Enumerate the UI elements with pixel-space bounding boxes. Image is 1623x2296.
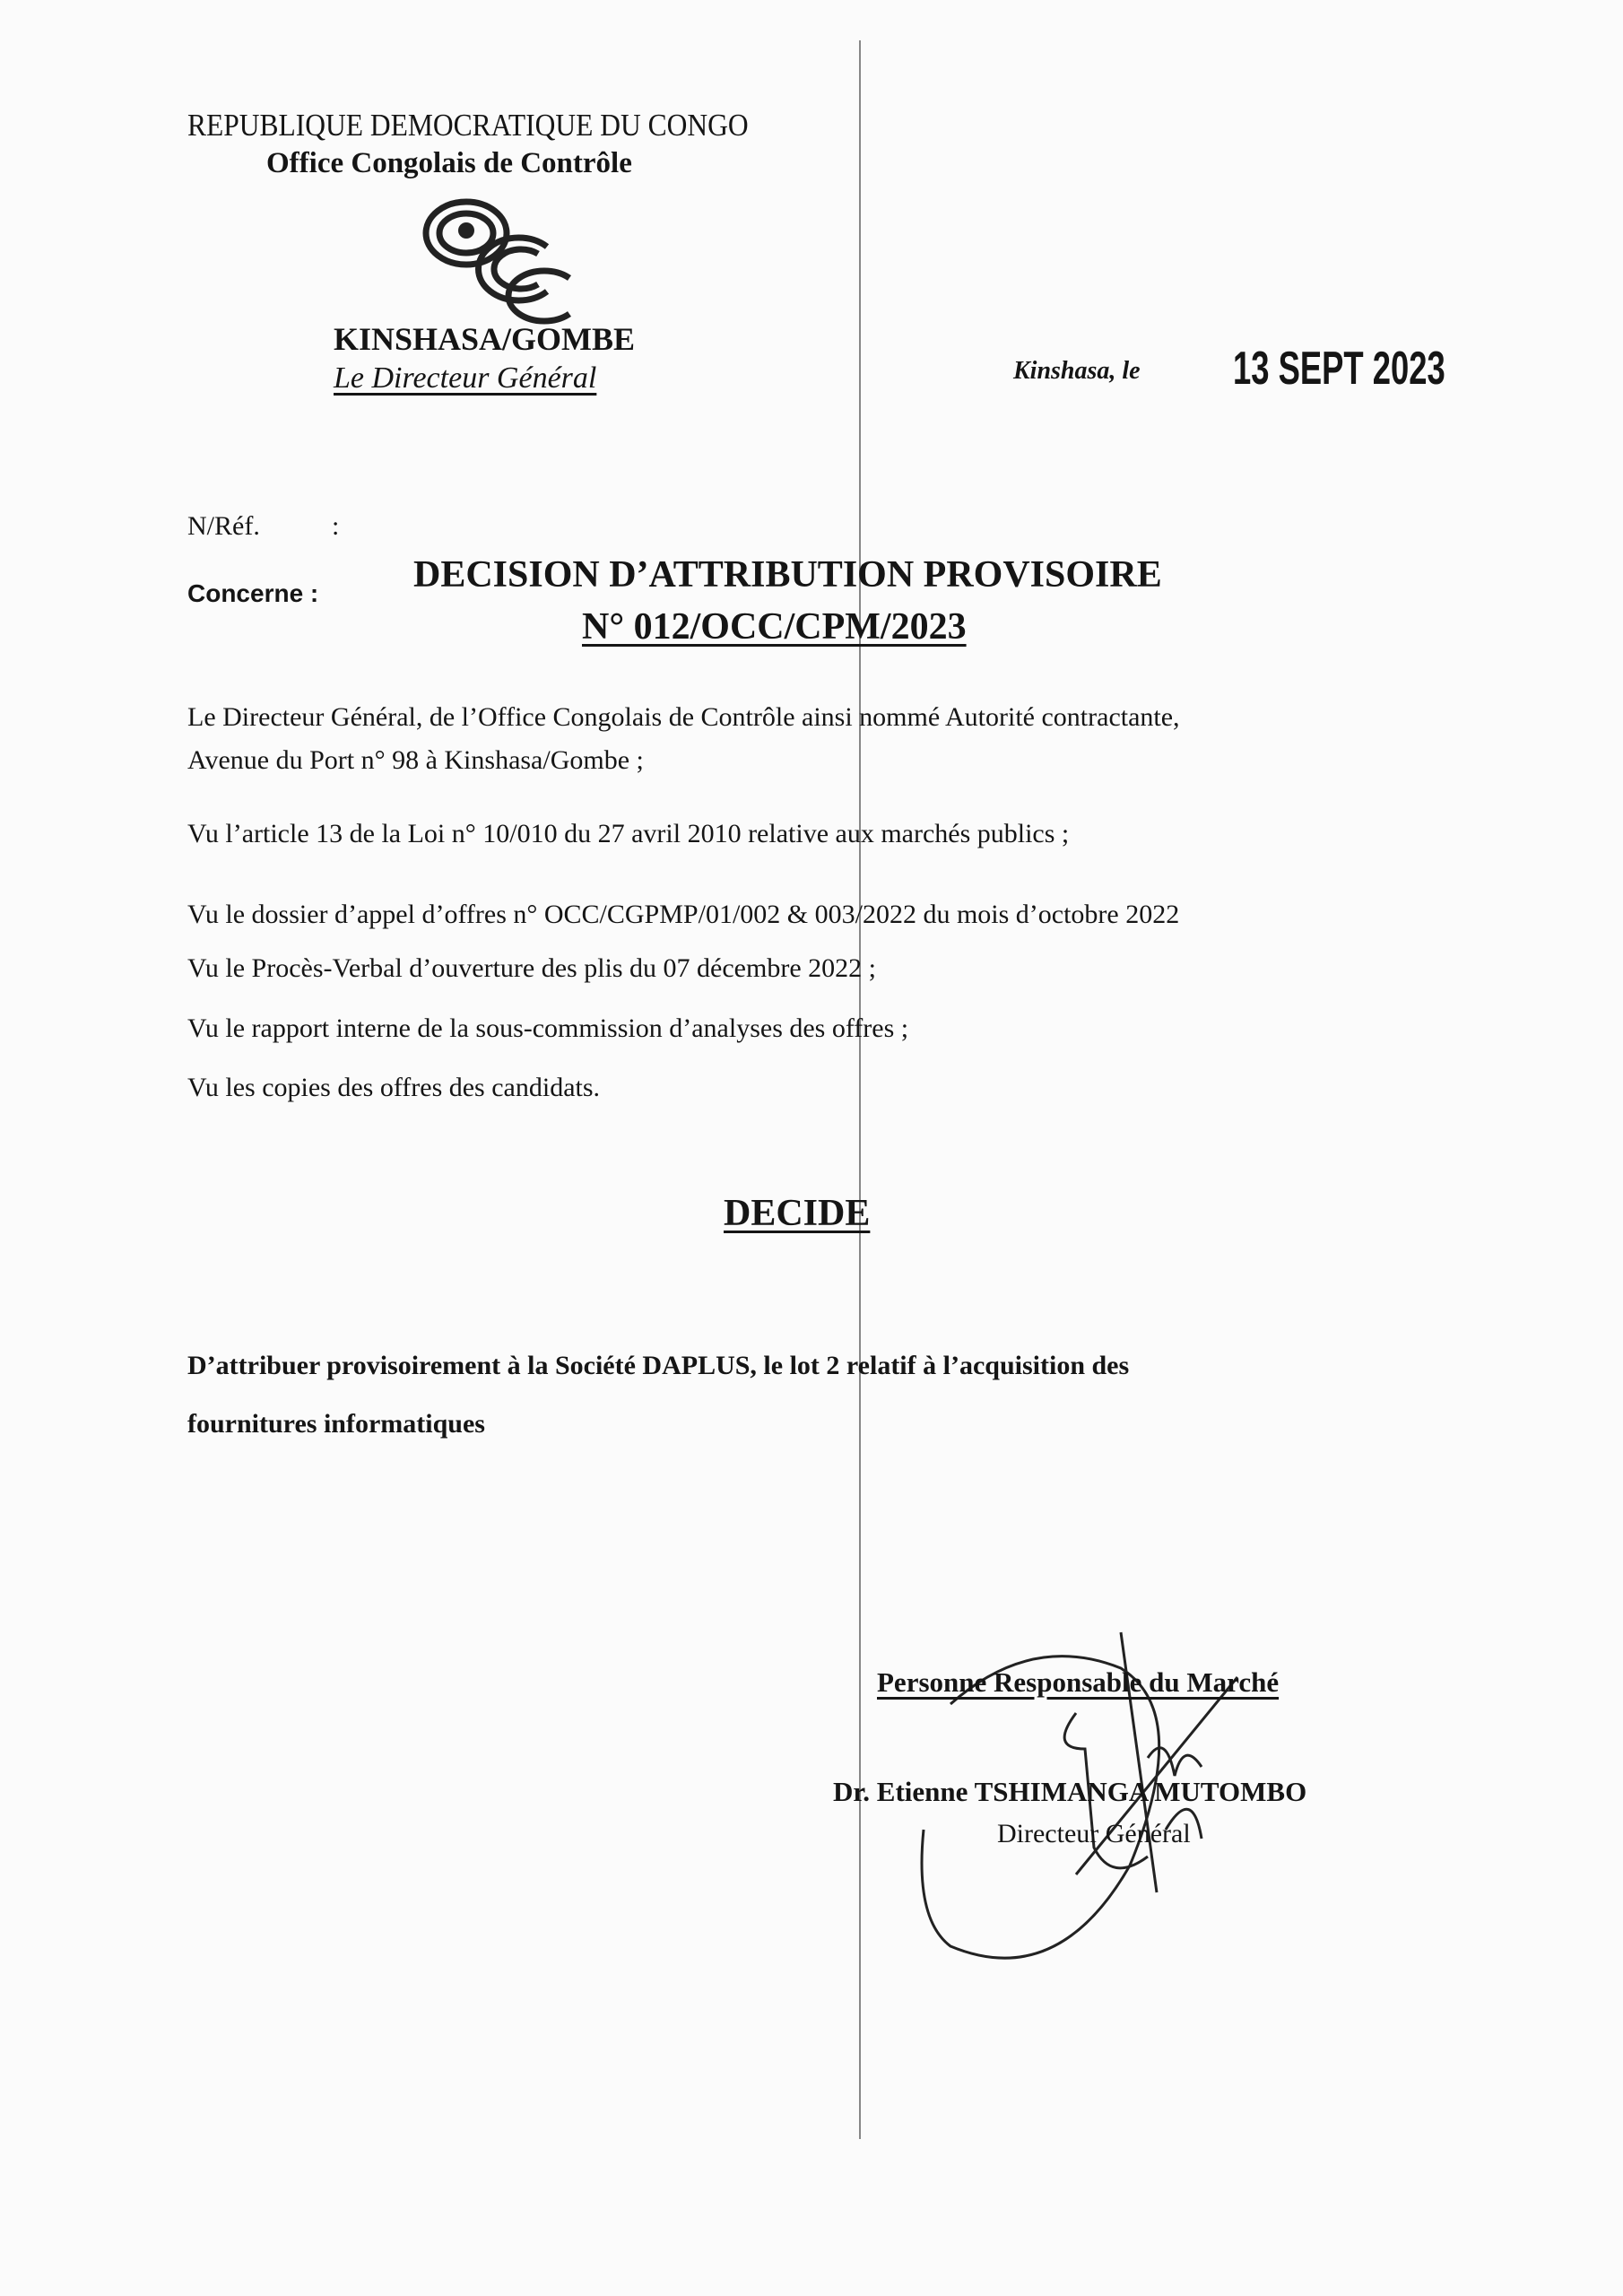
fold-line (859, 40, 861, 2139)
decision-text: D’attribuer provisoirement à la Société DAPLUS, le lot 2 relatif à l’acquisition des (187, 1351, 1130, 1380)
author-title: Le Directeur Général (334, 361, 597, 395)
signatory-title: Directeur Général (997, 1819, 1191, 1848)
dateline-place: Kinshasa, le (1013, 357, 1141, 385)
ref-separator: : (332, 511, 340, 541)
date-stamp: 13 SEPT 2023 (1233, 343, 1445, 395)
consideration-item: Vu l’article 13 de la Loi n° 10/010 du 27 avril 2010 relative aux marchés publics ; (187, 819, 1070, 848)
consideration-item: Vu le Procès-Verbal d’ouverture des plis du 07 décembre 2022 ; (187, 953, 876, 983)
ref-label: N/Réf. (187, 511, 260, 541)
location-heading: KINSHASA/GOMBE (334, 321, 636, 357)
consideration-item: Vu le dossier d’appel d’offres n° OCC/CGPMP/01/002 & 003/2022 du mois d’octobre 2022 (187, 900, 1180, 929)
signatory-name: Dr. Etienne TSHIMANGA MUTOMBO (833, 1776, 1307, 1807)
decision-number: N° 012/OCC/CPM/2023 (582, 606, 967, 648)
consideration-item: Vu le rapport interne de la sous-commission d’analyses des offres ; (187, 1013, 909, 1043)
consideration-item: Vu les copies des offres des candidats. (187, 1073, 601, 1102)
subject-label: Concerne : (187, 579, 319, 607)
subject-title: DECISION D’ATTRIBUTION PROVISOIRE (413, 554, 1162, 596)
signatory-role: Personne Responsable du Marché (877, 1666, 1280, 1698)
decision-text: fournitures informatiques (187, 1409, 485, 1439)
intro-line: Avenue du Port n° 98 à Kinshasa/Gombe ; (187, 745, 644, 775)
decide-heading: DECIDE (724, 1193, 871, 1234)
office-heading: Office Congolais de Contrôle (266, 147, 632, 179)
country-heading: REPUBLIQUE DEMOCRATIQUE DU CONGO (187, 108, 749, 143)
occ-logo (412, 193, 583, 327)
intro-line: Le Directeur Général, de l’Office Congolais de Contrôle ainsi nommé Autorité contractante, (187, 702, 1180, 732)
